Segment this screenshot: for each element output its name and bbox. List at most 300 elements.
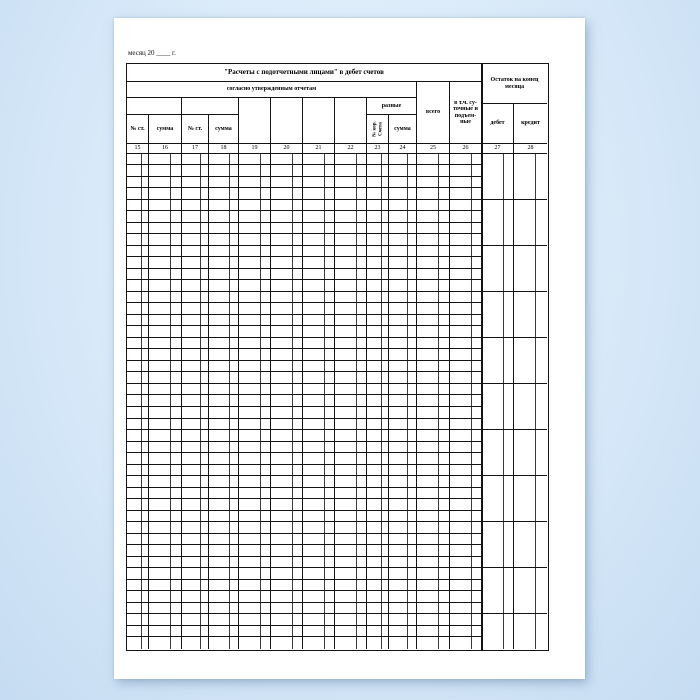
grid-cell [303, 326, 335, 338]
grid-cell [417, 499, 450, 511]
kopeck-divider [381, 372, 382, 383]
grid-cell [367, 407, 389, 419]
kopeck-divider [229, 603, 230, 614]
kopeck-divider [260, 280, 261, 291]
grid-cell [239, 430, 271, 442]
kopeck-divider [471, 626, 472, 637]
grid-cell [389, 430, 417, 442]
kopeck-divider [292, 211, 293, 222]
kopeck-divider [438, 603, 439, 614]
grid-cell [149, 407, 182, 419]
kopeck-divider [141, 257, 142, 268]
kopeck-divider [535, 177, 536, 189]
grid-cell [450, 488, 482, 500]
grid-cell [127, 522, 149, 534]
kopeck-divider [535, 499, 536, 511]
grid-cell [182, 534, 209, 546]
grid-cell [149, 395, 182, 407]
grid-cell [271, 499, 303, 511]
kopeck-divider [471, 269, 472, 280]
grid-cell [389, 246, 417, 258]
grid-cell [209, 442, 239, 454]
grid-cell [149, 211, 182, 223]
kopeck-divider [141, 568, 142, 579]
kopeck-divider [170, 580, 171, 591]
kopeck-divider [260, 361, 261, 372]
grid-cell [239, 545, 271, 557]
grid-cell [482, 626, 514, 638]
kopeck-divider [200, 568, 201, 579]
kopeck-divider [324, 269, 325, 280]
kopeck-divider [503, 545, 504, 557]
kopeck-divider [381, 534, 382, 545]
header-no-st-2: № ст. [182, 115, 209, 144]
grid-cell [182, 614, 209, 626]
grid-cell [367, 453, 389, 465]
grid-cell [367, 338, 389, 350]
kopeck-divider [381, 591, 382, 602]
kopeck-divider [356, 246, 357, 257]
grid-cell [239, 257, 271, 269]
kopeck-divider [356, 165, 357, 176]
kopeck-divider [324, 315, 325, 326]
grid-cell [303, 476, 335, 488]
kopeck-divider [535, 511, 536, 522]
kopeck-divider [503, 465, 504, 476]
grid-cell [417, 591, 450, 603]
grid-cell [450, 200, 482, 212]
kopeck-divider [356, 326, 357, 337]
grid-cell [127, 465, 149, 477]
kopeck-divider [438, 626, 439, 637]
grid-cell [389, 211, 417, 223]
kopeck-divider [535, 442, 536, 454]
kopeck-divider [471, 637, 472, 649]
kopeck-divider [356, 407, 357, 418]
grid-cell [209, 568, 239, 580]
grid-cell [514, 522, 547, 534]
grid-cell [335, 315, 367, 327]
kopeck-divider [200, 280, 201, 291]
kopeck-divider [503, 246, 504, 258]
grid-cell [182, 326, 209, 338]
kopeck-divider [356, 211, 357, 222]
kopeck-divider [356, 384, 357, 395]
grid-cell [149, 361, 182, 373]
grid-cell [367, 603, 389, 615]
grid-cell [303, 223, 335, 235]
grid-cell [389, 384, 417, 396]
grid-cell [417, 165, 450, 177]
grid-cell [417, 292, 450, 304]
grid-cell [335, 442, 367, 454]
kopeck-divider [200, 211, 201, 222]
kopeck-divider [141, 154, 142, 165]
kopeck-divider [324, 280, 325, 291]
kopeck-divider [200, 603, 201, 614]
grid-cell [482, 407, 514, 419]
grid-cell [209, 246, 239, 258]
grid-cell [271, 591, 303, 603]
kopeck-divider [292, 188, 293, 199]
kopeck-divider [356, 580, 357, 591]
kopeck-divider [438, 499, 439, 510]
grid-cell [303, 177, 335, 189]
kopeck-divider [324, 200, 325, 211]
kopeck-divider [438, 223, 439, 234]
kopeck-divider [141, 557, 142, 568]
kopeck-divider [292, 223, 293, 234]
grid-cell [271, 200, 303, 212]
kopeck-divider [381, 246, 382, 257]
grid-cell [367, 557, 389, 569]
kopeck-divider [260, 568, 261, 579]
kopeck-divider [535, 338, 536, 350]
kopeck-divider [229, 395, 230, 406]
grid-cell [182, 246, 209, 258]
kopeck-divider [381, 442, 382, 453]
grid-cell [450, 372, 482, 384]
kopeck-divider [324, 349, 325, 360]
grid-cell [367, 637, 389, 649]
kopeck-divider [471, 499, 472, 510]
grid-cell [367, 200, 389, 212]
grid-cell [514, 257, 547, 269]
grid-cell [514, 154, 547, 166]
group-box-17-18 [182, 98, 239, 115]
grid-cell [209, 349, 239, 361]
kopeck-divider [200, 430, 201, 441]
kopeck-divider [407, 154, 408, 165]
grid-cell [209, 637, 239, 649]
kopeck-divider [438, 246, 439, 257]
grid-cell [417, 545, 450, 557]
kopeck-divider [170, 465, 171, 476]
grid-cell [389, 349, 417, 361]
kopeck-divider [229, 384, 230, 395]
kopeck-divider [170, 430, 171, 441]
grid-cell [182, 372, 209, 384]
grid-cell [450, 303, 482, 315]
grid-cell [149, 568, 182, 580]
kopeck-divider [260, 338, 261, 349]
grid-cell [149, 591, 182, 603]
grid-cell [239, 269, 271, 281]
grid-cell [271, 476, 303, 488]
grid-cell [514, 430, 547, 442]
kopeck-divider [471, 292, 472, 303]
grid-cell [514, 476, 547, 488]
grid-cell [367, 234, 389, 246]
grid-cell [209, 372, 239, 384]
grid-cell [127, 188, 149, 200]
grid-cell [482, 372, 514, 384]
grid-cell [417, 522, 450, 534]
kopeck-divider [535, 292, 536, 304]
grid-cell [127, 165, 149, 177]
grid-cell [482, 591, 514, 603]
grid-cell [303, 626, 335, 638]
kopeck-divider [381, 315, 382, 326]
grid-cell [127, 407, 149, 419]
grid-cell [149, 269, 182, 281]
kopeck-divider [292, 545, 293, 556]
grid-cell [482, 430, 514, 442]
kopeck-divider [356, 603, 357, 614]
grid-cell [182, 557, 209, 569]
grid-cell [271, 269, 303, 281]
grid-cell [389, 442, 417, 454]
kopeck-divider [535, 372, 536, 383]
kopeck-divider [356, 234, 357, 245]
grid-cell [482, 223, 514, 235]
grid-cell [482, 246, 514, 258]
grid-cell [182, 303, 209, 315]
grid-cell [335, 568, 367, 580]
grid-cell [389, 303, 417, 315]
kopeck-divider [260, 591, 261, 602]
kopeck-divider [324, 419, 325, 430]
kopeck-divider [471, 465, 472, 476]
kopeck-divider [229, 257, 230, 268]
kopeck-divider [503, 442, 504, 454]
kopeck-divider [356, 223, 357, 234]
grid-cell [303, 453, 335, 465]
kopeck-divider [229, 338, 230, 349]
column-number-15: 15 [127, 144, 149, 154]
grid-cell [417, 384, 450, 396]
kopeck-divider [229, 522, 230, 533]
grid-cell [182, 407, 209, 419]
grid-cell [182, 177, 209, 189]
grid-cell [182, 442, 209, 454]
grid-cell [239, 637, 271, 649]
grid-cell [303, 522, 335, 534]
grid-cell [389, 395, 417, 407]
kopeck-divider [356, 280, 357, 291]
grid-cell [389, 465, 417, 477]
kopeck-divider [356, 395, 357, 406]
kopeck-divider [292, 603, 293, 614]
kopeck-divider [381, 545, 382, 556]
kopeck-divider [200, 407, 201, 418]
grid-cell [271, 430, 303, 442]
kopeck-divider [438, 338, 439, 349]
kopeck-divider [381, 154, 382, 165]
grid-cell [389, 557, 417, 569]
grid-cell [127, 580, 149, 592]
grid-cell [389, 476, 417, 488]
grid-cell [182, 626, 209, 638]
kopeck-divider [471, 545, 472, 556]
grid-cell [239, 384, 271, 396]
kopeck-divider [381, 303, 382, 314]
grid-cell [514, 488, 547, 500]
kopeck-divider [438, 200, 439, 211]
grid-cell [239, 280, 271, 292]
kopeck-divider [324, 614, 325, 625]
grid-cell [514, 211, 547, 223]
grid-cell [209, 257, 239, 269]
grid-cell [417, 557, 450, 569]
grid-cell [239, 534, 271, 546]
grid-cell [367, 246, 389, 258]
grid-cell [335, 177, 367, 189]
grid-cell [514, 269, 547, 281]
kopeck-divider [503, 257, 504, 269]
kopeck-divider [407, 211, 408, 222]
grid-cell [450, 568, 482, 580]
kopeck-divider [200, 188, 201, 199]
grid-cell [239, 292, 271, 304]
column-number-17: 17 [182, 144, 209, 154]
kopeck-divider [141, 453, 142, 464]
kopeck-divider [170, 522, 171, 533]
kopeck-divider [503, 188, 504, 199]
header-no-st-1: № ст. [127, 115, 149, 144]
grid-cell [303, 419, 335, 431]
grid-cell [149, 280, 182, 292]
grid-cell [271, 419, 303, 431]
grid-cell [417, 568, 450, 580]
grid-cell [335, 269, 367, 281]
grid-cell [450, 430, 482, 442]
kopeck-divider [471, 511, 472, 522]
grid-cell [303, 200, 335, 212]
kopeck-divider [260, 626, 261, 637]
kopeck-divider [438, 545, 439, 556]
kopeck-divider [260, 545, 261, 556]
kopeck-divider [471, 200, 472, 211]
grid-cell [271, 211, 303, 223]
grid-cell [182, 269, 209, 281]
grid-cell [335, 280, 367, 292]
grid-cell [417, 419, 450, 431]
empty-col-19 [239, 98, 271, 144]
kopeck-divider [229, 154, 230, 165]
kopeck-divider [324, 580, 325, 591]
grid-cell [482, 315, 514, 327]
grid-cell [182, 349, 209, 361]
kopeck-divider [260, 580, 261, 591]
grid-cell [417, 465, 450, 477]
grid-cell [127, 154, 149, 166]
kopeck-divider [503, 154, 504, 166]
grid-cell [182, 280, 209, 292]
grid-cell [182, 188, 209, 200]
grid-cell [271, 188, 303, 200]
grid-cell [389, 188, 417, 200]
kopeck-divider [471, 522, 472, 533]
kopeck-divider [535, 280, 536, 291]
kopeck-divider [324, 545, 325, 556]
kopeck-divider [141, 476, 142, 487]
kopeck-divider [229, 211, 230, 222]
kopeck-divider [471, 315, 472, 326]
kopeck-divider [200, 545, 201, 556]
grid-cell [127, 591, 149, 603]
kopeck-divider [324, 384, 325, 395]
grid-cell [482, 200, 514, 212]
kopeck-divider [200, 234, 201, 245]
kopeck-divider [471, 534, 472, 545]
kopeck-divider [438, 372, 439, 383]
kopeck-divider [260, 154, 261, 165]
grid-cell [389, 637, 417, 649]
header-summa-1: сумма [149, 115, 182, 144]
grid-cell [209, 292, 239, 304]
grid-cell [389, 407, 417, 419]
grid-cell [417, 372, 450, 384]
grid-cell [303, 557, 335, 569]
kopeck-divider [141, 395, 142, 406]
kopeck-divider [170, 534, 171, 545]
kopeck-divider [200, 223, 201, 234]
grid-cell [149, 384, 182, 396]
kopeck-divider [407, 223, 408, 234]
grid-cell [303, 315, 335, 327]
kopeck-divider [381, 269, 382, 280]
grid-cell [514, 442, 547, 454]
grid-cell [482, 211, 514, 223]
column-number-21: 21 [303, 144, 335, 154]
kopeck-divider [229, 591, 230, 602]
kopeck-divider [229, 476, 230, 487]
kopeck-divider [229, 269, 230, 280]
kopeck-divider [170, 557, 171, 568]
kopeck-divider [292, 246, 293, 257]
kopeck-divider [381, 476, 382, 487]
grid-cell [149, 488, 182, 500]
kopeck-divider [471, 419, 472, 430]
kopeck-divider [503, 499, 504, 511]
kopeck-divider [292, 499, 293, 510]
grid-cell [303, 361, 335, 373]
kopeck-divider [229, 223, 230, 234]
kopeck-divider [438, 511, 439, 522]
kopeck-divider [407, 614, 408, 625]
grid-cell [127, 223, 149, 235]
grid-cell [335, 453, 367, 465]
grid-cell [182, 499, 209, 511]
kopeck-divider [292, 315, 293, 326]
grid-cell [127, 257, 149, 269]
kopeck-divider [292, 453, 293, 464]
grid-cell [271, 234, 303, 246]
grid-cell [367, 395, 389, 407]
kopeck-divider [356, 361, 357, 372]
kopeck-divider [229, 442, 230, 453]
grid-cell [367, 269, 389, 281]
grid-cell [127, 280, 149, 292]
kopeck-divider [260, 614, 261, 625]
kopeck-divider [260, 442, 261, 453]
grid-cell [127, 349, 149, 361]
kopeck-divider [292, 476, 293, 487]
kopeck-divider [170, 338, 171, 349]
grid-cell [335, 372, 367, 384]
kopeck-divider [170, 407, 171, 418]
grid-cell [389, 165, 417, 177]
kopeck-divider [141, 326, 142, 337]
kopeck-divider [535, 626, 536, 638]
grid-cell [335, 384, 367, 396]
kopeck-divider [356, 257, 357, 268]
kopeck-divider [438, 465, 439, 476]
grid-cell [482, 580, 514, 592]
grid-cell [127, 177, 149, 189]
kopeck-divider [292, 395, 293, 406]
